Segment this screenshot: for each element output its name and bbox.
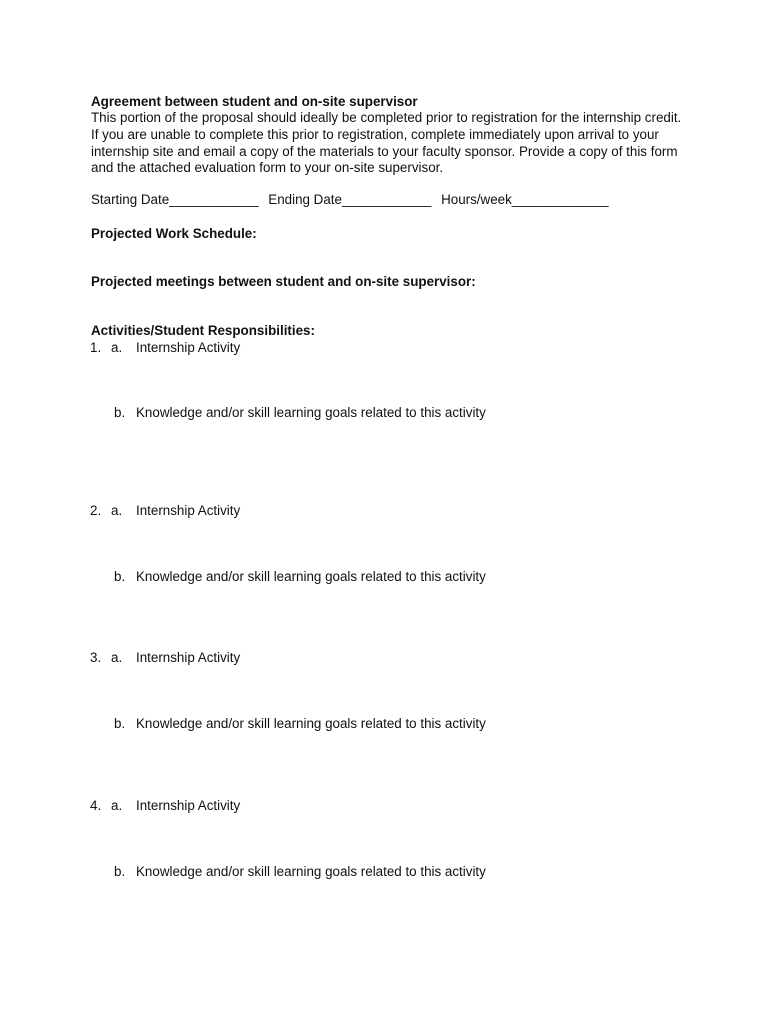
- item-number: 4.: [90, 798, 102, 813]
- internship-activity-label: Internship Activity: [136, 798, 241, 813]
- item-b-letter: b.: [114, 716, 126, 731]
- item-a-letter: a.: [111, 340, 123, 355]
- intro-paragraph: This portion of the proposal should ideally be completed prior to registration for the internship credit. If you are unable to complete this prior to registration, complete immediately upon arrival to your internship site and email a copy of the materials to your faculty sponsor. Provide a copy of this form and the attached evaluation form to your on-site supervisor.: [91, 110, 682, 176]
- item-b-letter: b.: [114, 864, 126, 879]
- item-number: 3.: [90, 650, 102, 665]
- learning-goals-label: Knowledge and/or skill learning goals related to this activity: [136, 716, 486, 731]
- starting-date-field[interactable]: Starting Date____________: [91, 192, 259, 207]
- internship-activity-label: Internship Activity: [136, 650, 241, 665]
- item-a-letter: a.: [111, 650, 123, 665]
- item-a-letter: a.: [111, 503, 123, 518]
- activities-heading: Activities/Student Responsibilities:: [91, 323, 315, 338]
- item-number: 2.: [90, 503, 102, 518]
- learning-goals-label: Knowledge and/or skill learning goals related to this activity: [136, 864, 486, 879]
- work-schedule-heading: Projected Work Schedule:: [91, 226, 257, 241]
- item-b-letter: b.: [114, 405, 126, 420]
- ending-date-field[interactable]: Ending Date____________: [268, 192, 432, 207]
- date-fields-row: [91, 191, 615, 208]
- meetings-heading: Projected meetings between student and on-site supervisor:: [91, 274, 476, 289]
- learning-goals-label: Knowledge and/or skill learning goals related to this activity: [136, 569, 486, 584]
- hours-week-field[interactable]: Hours/week_____________: [441, 192, 609, 207]
- internship-activity-label: Internship Activity: [136, 340, 241, 355]
- internship-activity-label: Internship Activity: [136, 503, 241, 518]
- learning-goals-label: Knowledge and/or skill learning goals related to this activity: [136, 405, 486, 420]
- item-number: 1.: [90, 340, 102, 355]
- document-title: Agreement between student and on-site supervisor: [91, 94, 418, 109]
- item-b-letter: b.: [114, 569, 126, 584]
- item-a-letter: a.: [111, 798, 123, 813]
